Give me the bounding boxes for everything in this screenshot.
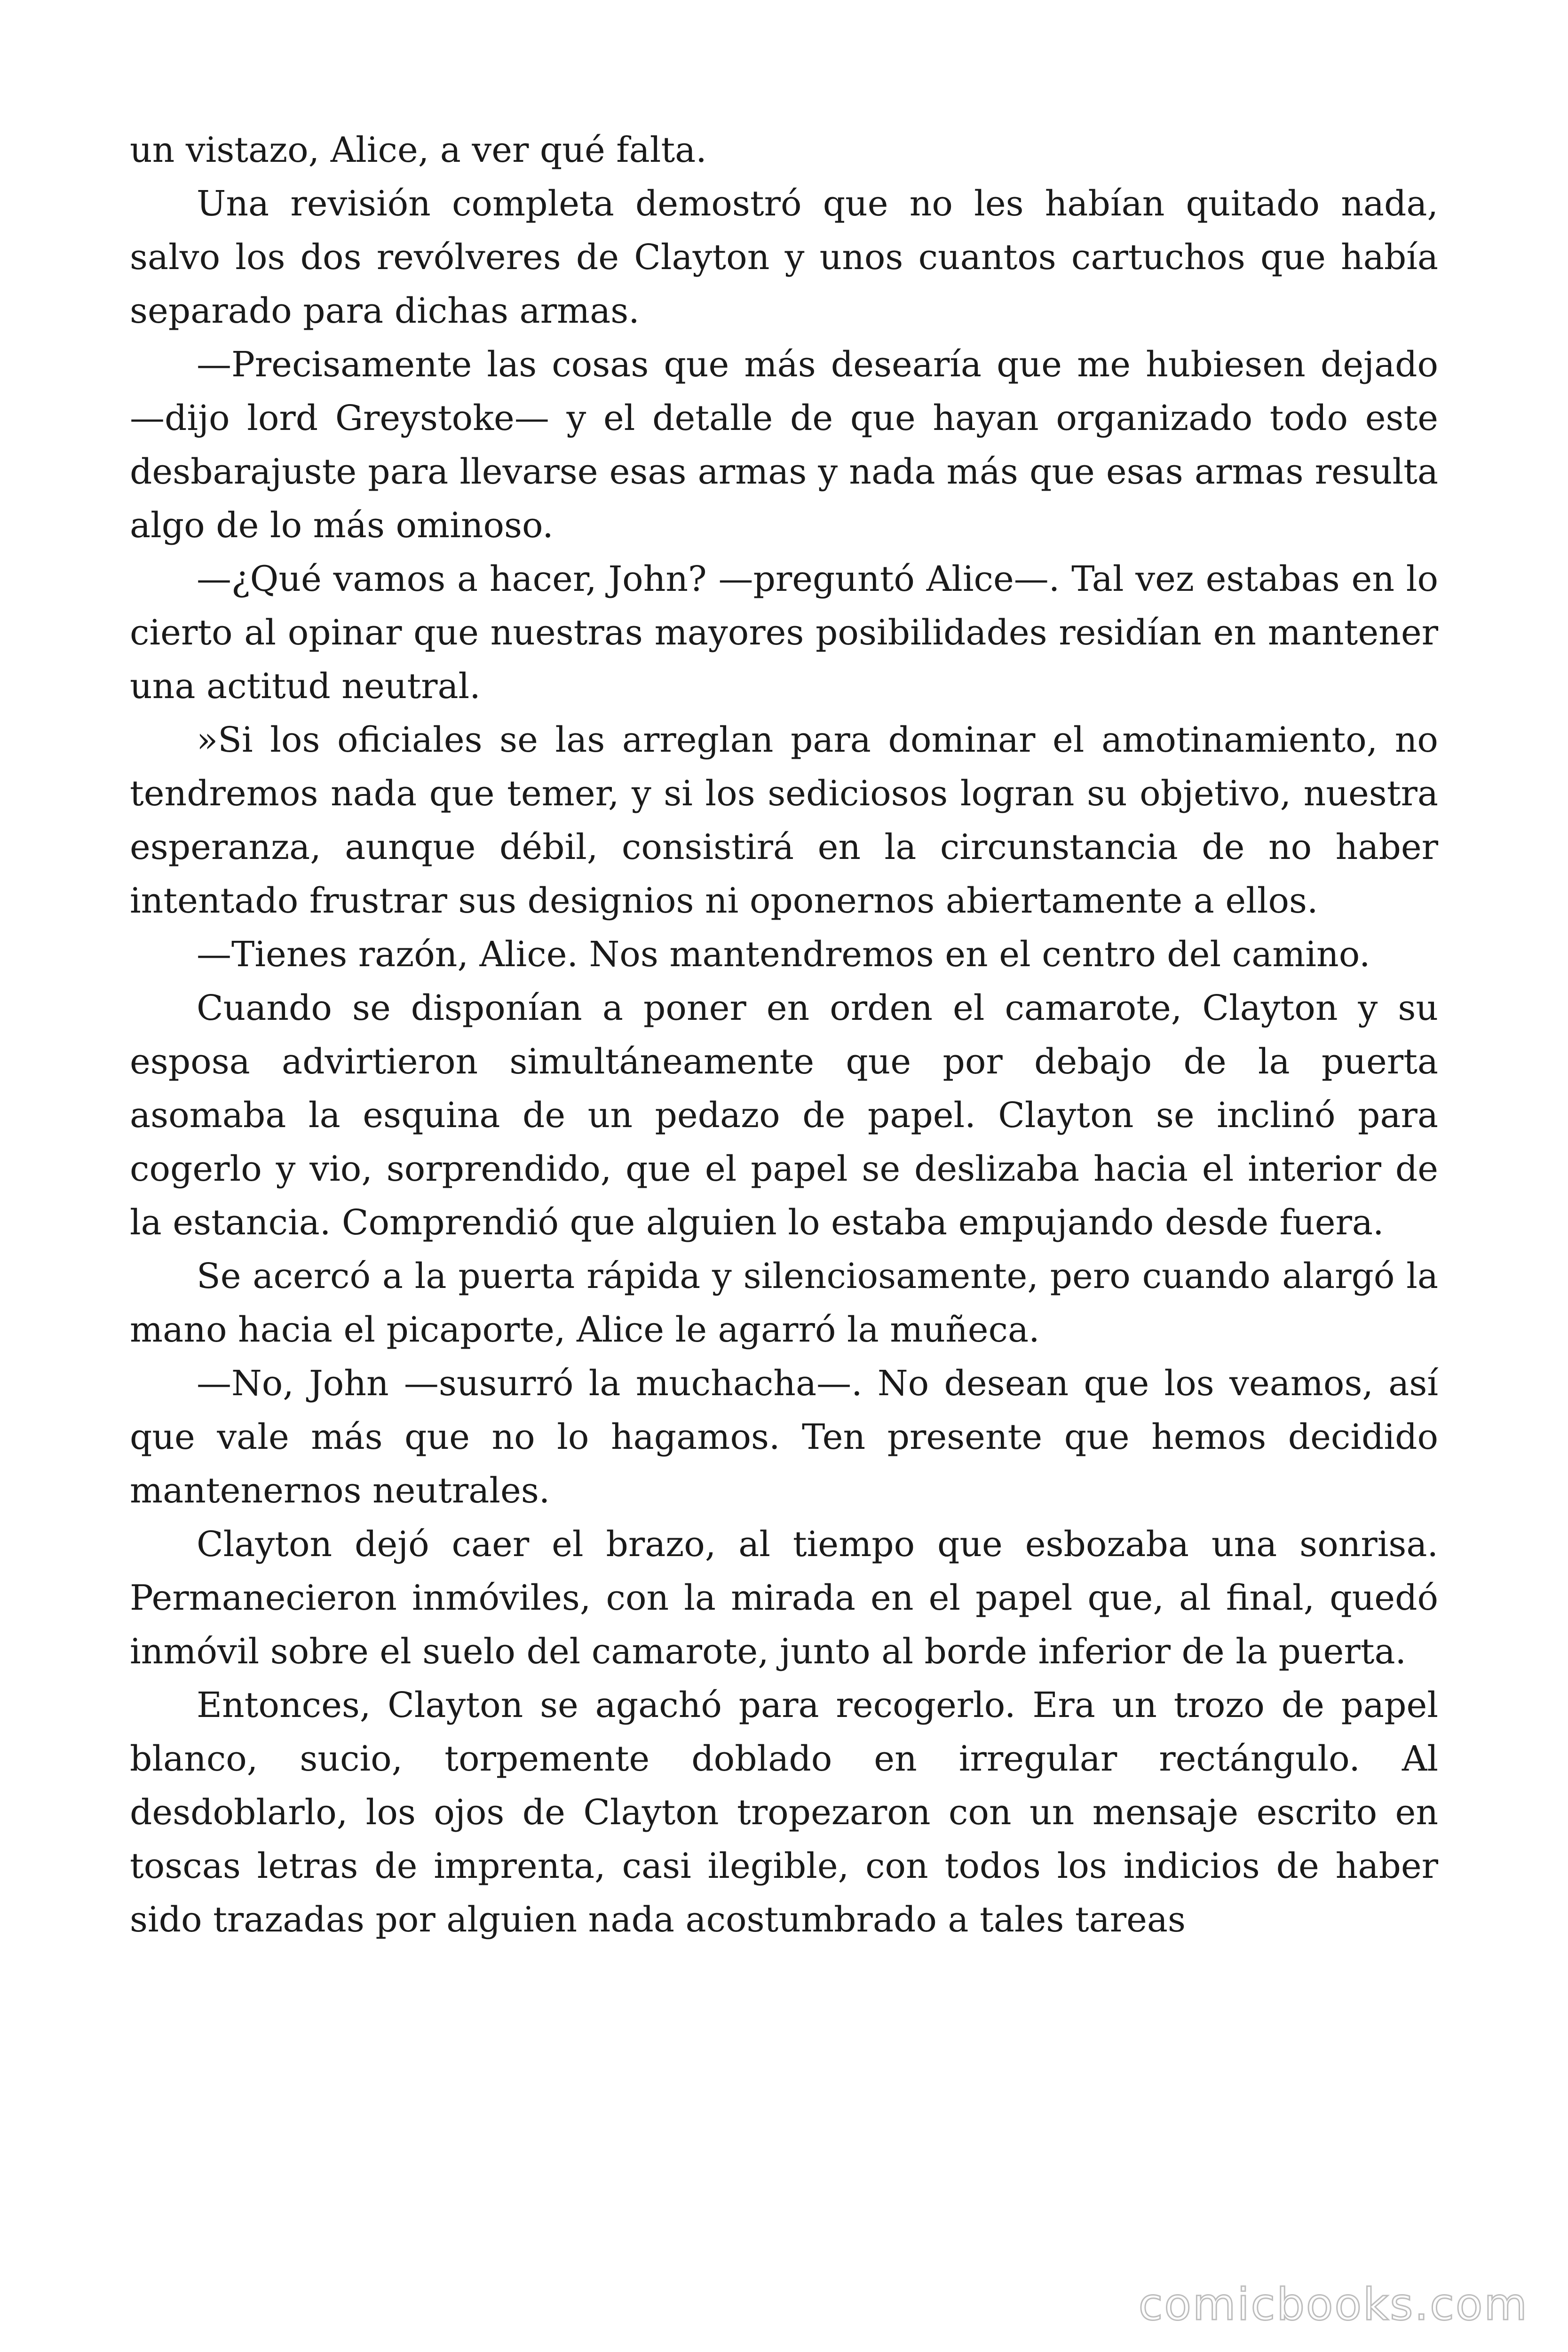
paragraph-2: Una revisión completa demostró que no les habían quitado nada, salvo los dos revólveres de Clayton y unos cuantos cartuchos que había separado para dichas armas. (130, 183, 1438, 331)
paragraph-5: »Si los oficiales se las arreglan para dominar el amotinamiento, no tendremos nada que temer, y si los sediciosos logran su objetivo, nuestra esperanza, aunque débil, consistirá en la circunstancia de no haber intentado frustrar sus designios ni oponernos abiertamente a ellos. (130, 720, 1438, 921)
paragraph-6: —Tienes razón, Alice. Nos mantendremos en el centro del camino. (197, 934, 1370, 975)
paragraph-10: Clayton dejó caer el brazo, al tiempo que esbozaba una sonrisa. Permanecieron inmóviles, con la mirada en el papel que, al final, quedó inmóvil sobre el suelo del camarote, junto al borde inferior de la puerta. (130, 1524, 1438, 1672)
paragraph-7: Cuando se disponían a poner en orden el camarote, Clayton y su esposa advirtieron simultáneamente que por debajo de la puerta asomaba la esquina de un pedazo de papel. Clayton se inclinó para cogerlo y vio, sorprendido, que el papel se deslizaba hacia el interior de la estancia. Comprendió que alguien lo estaba empujando desde fuera. (130, 988, 1438, 1243)
paragraph-11: Entonces, Clayton se agachó para recogerlo. Era un trozo de papel blanco, sucio, torpemente doblado en irregular rectángulo. Al desdoblarlo, los ojos de Clayton tropezaron con un mensaje escrito en toscas letras de imprenta, casi ilegible, con todos los indicios de haber sido trazadas por alguien nada acostumbrado a tales tareas (130, 1685, 1438, 1940)
paragraph-3: —Precisamente las cosas que más desearía que me hubiesen dejado —dijo lord Greystoke— y el detalle de que hayan organizado todo este desbarajuste para llevarse esas armas y nada más que esas armas resulta algo de lo más ominoso. (130, 344, 1438, 546)
watermark: comicbooks.com (1138, 2279, 1528, 2330)
paragraph-4: —¿Qué vamos a hacer, John? —preguntó Alice—. Tal vez estabas en lo cierto al opinar que nuestras mayores posibilidades residían en mantener una actitud neutral. (130, 559, 1438, 707)
paragraph-1: un vistazo, Alice, a ver qué falta. (130, 130, 707, 170)
paragraph-9: —No, John —susurró la muchacha—. No desean que los veamos, así que vale más que no lo hagamos. Ten presente que hemos decidido mantenernos neutrales. (130, 1363, 1438, 1511)
paragraph-8: Se acercó a la puerta rápida y silenciosamente, pero cuando alargó la mano hacia el picaporte, Alice le agarró la muñeca. (130, 1256, 1438, 1350)
body-text (130, 123, 1438, 1947)
